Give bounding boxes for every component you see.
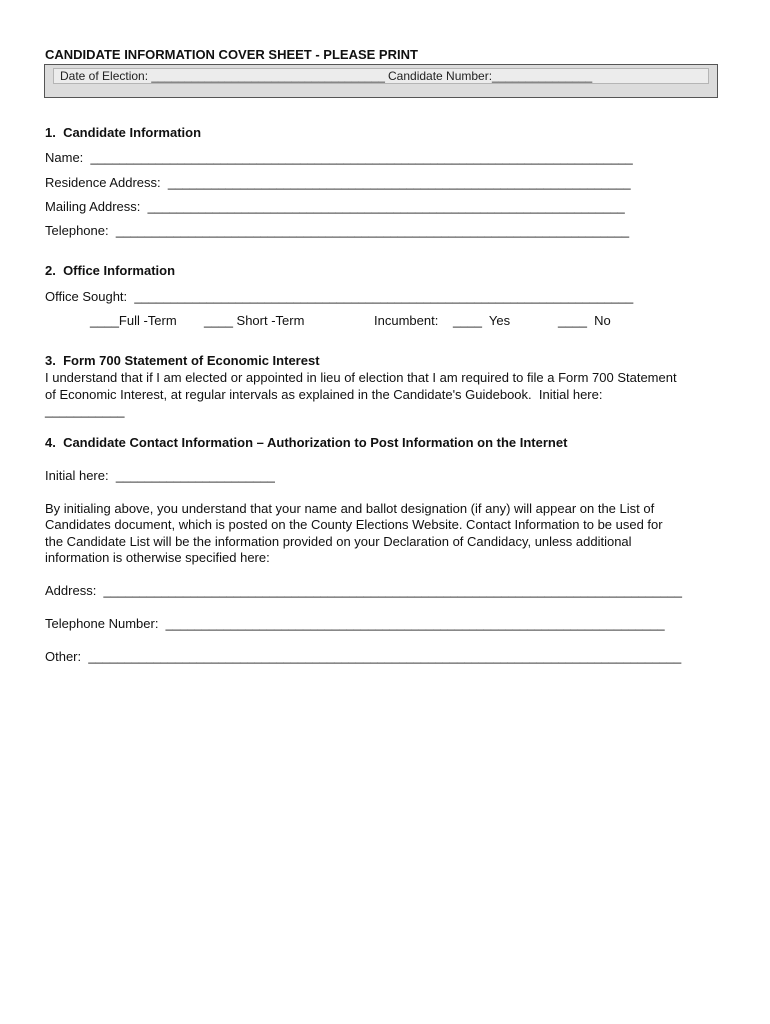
short-term-option[interactable]: ____ Short -Term xyxy=(204,313,305,328)
mailing-address-field[interactable]: Mailing Address: __________________________________________________________________ xyxy=(45,199,625,214)
authorization-text-line2: Candidates document, which is posted on the County Elections Website. Contact Information to be used for xyxy=(45,517,663,532)
authorization-text-line3: the Candidate List will be the information provided on your Declaration of Candidacy, unless additional xyxy=(45,534,632,549)
incumbent-label: Incumbent: xyxy=(374,313,439,328)
section1-heading: 1. Candidate Information xyxy=(45,125,202,140)
form-title: CANDIDATE INFORMATION COVER SHEET - PLEASE PRINT xyxy=(45,47,418,62)
contact-other-field[interactable]: Other: __________________________________________________________________________________ xyxy=(45,649,682,664)
full-term-option[interactable]: ____Full -Term xyxy=(90,313,177,328)
date-of-election-field[interactable]: Date of Election: ___________________________________ xyxy=(60,69,385,83)
form700-text-line1: I understand that if I am elected or appointed in lieu of election that I am required to file a Form 700 Statement xyxy=(45,370,677,385)
telephone-field[interactable]: Telephone: _______________________________________________________________________ xyxy=(45,223,630,238)
incumbent-yes-option[interactable]: ____ Yes xyxy=(453,313,511,328)
name-field[interactable]: Name: ___________________________________________________________________________ xyxy=(45,150,633,165)
residence-address-field[interactable]: Residence Address: ________________________________________________________________ xyxy=(45,175,631,190)
contact-telephone-field[interactable]: Telephone Number: _____________________________________________________________________ xyxy=(45,616,665,631)
form700-initial-field[interactable]: ___________ xyxy=(45,403,125,418)
contact-address-field[interactable]: Address: ________________________________________________________________________________ xyxy=(45,583,682,598)
section2-heading: 2. Office Information xyxy=(45,263,176,278)
header-box xyxy=(44,64,718,98)
section4-heading: 4. Candidate Contact Information – Authorization to Post Information on the Internet xyxy=(45,435,568,450)
office-sought-field[interactable]: Office Sought: _____________________________________________________________________ xyxy=(45,289,634,304)
section3-heading: 3. Form 700 Statement of Economic Interest xyxy=(45,353,320,368)
contact-initial-field[interactable]: Initial here: ______________________ xyxy=(45,468,275,483)
header-inner-field xyxy=(53,68,709,84)
candidate-number-field[interactable]: Candidate Number:_______________ xyxy=(388,69,593,83)
authorization-text-line1: By initialing above, you understand that your name and ballot designation (if any) will appear on the List of xyxy=(45,501,655,516)
incumbent-no-option[interactable]: ____ No xyxy=(558,313,611,328)
authorization-text-line4: information is otherwise specified here: xyxy=(45,550,270,565)
form700-text-line2: of Economic Interest, at regular intervals as explained in the Candidate's Guidebook. Initial here: xyxy=(45,387,603,402)
